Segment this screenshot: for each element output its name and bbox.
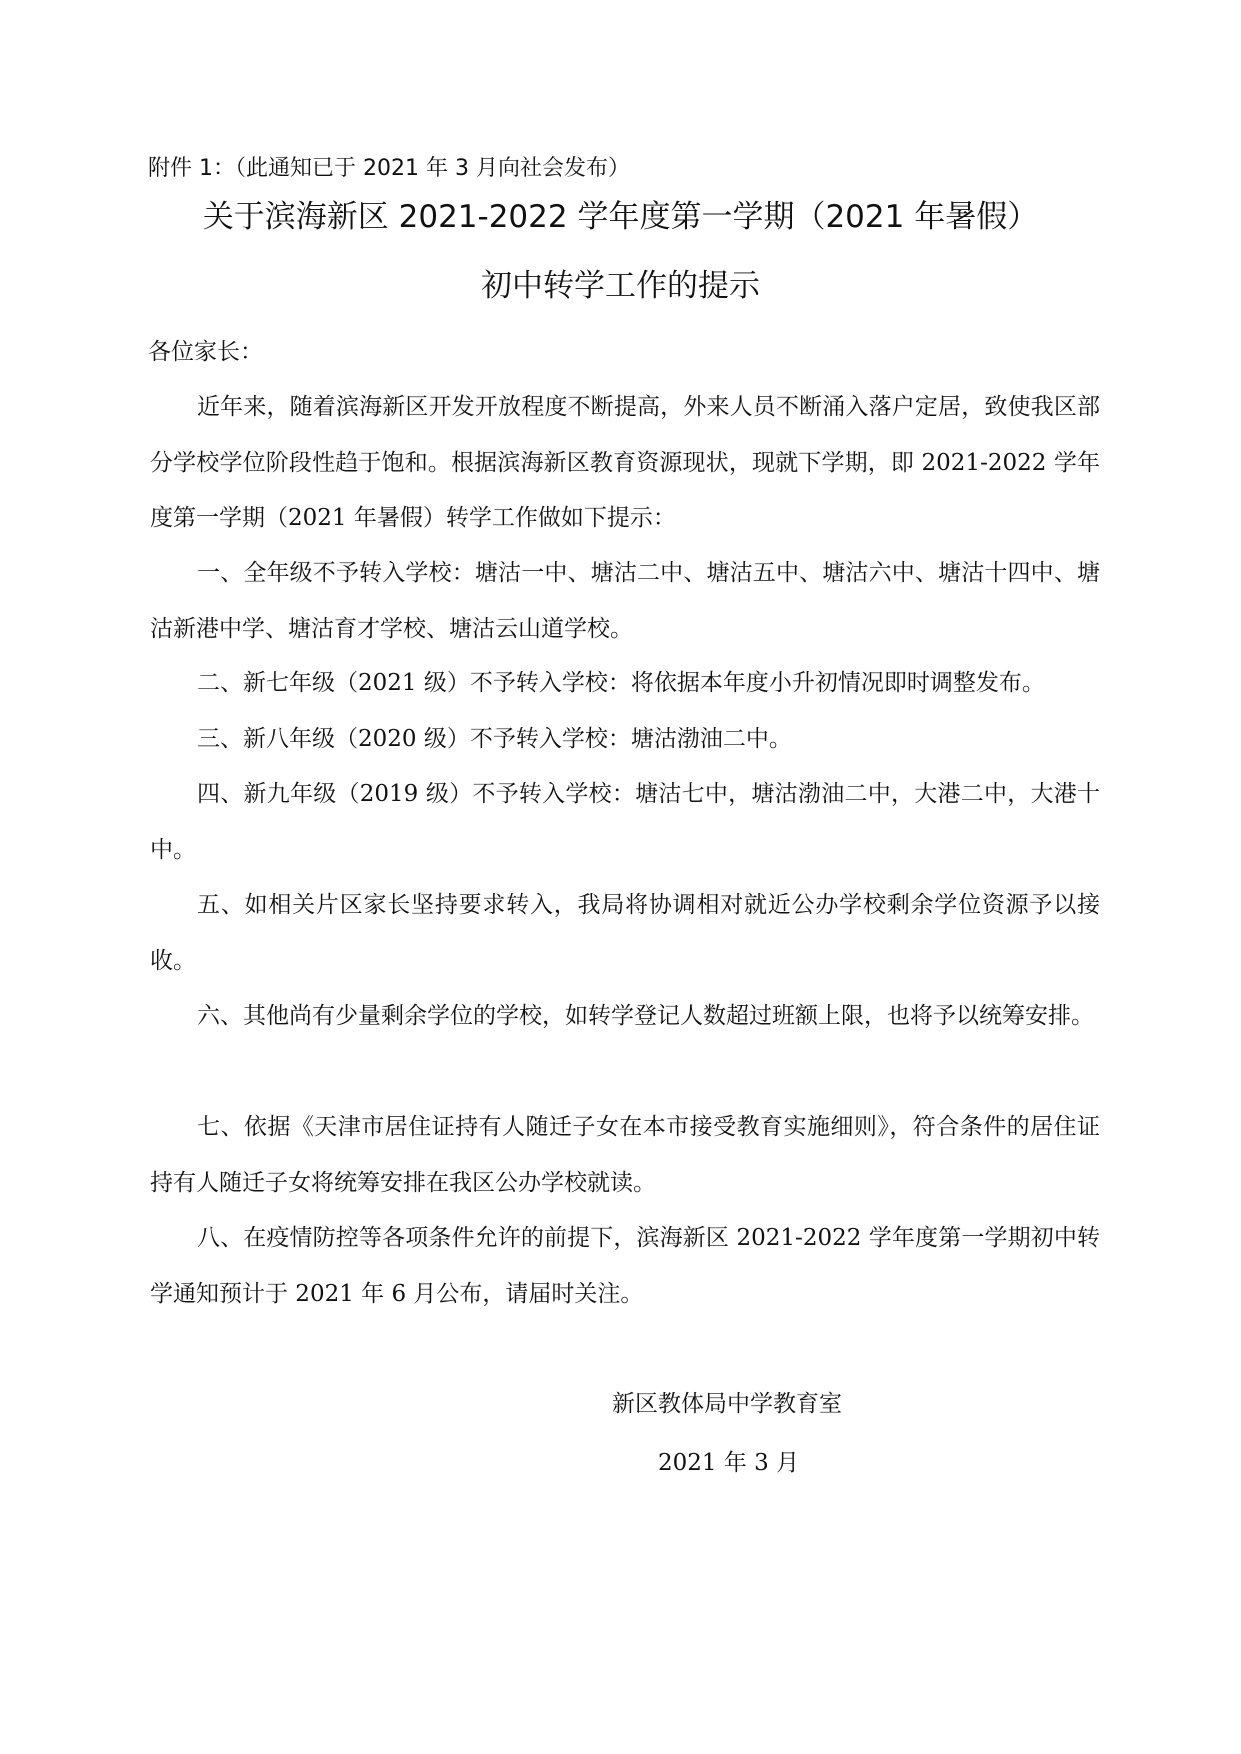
item-1-paragraph: 一、全年级不予转入学校：塘沽一中、塘沽二中、塘沽五中、塘沽六中、塘沽十四中、塘沽新港中学、塘沽育才学校、塘沽云山道学校。 bbox=[150, 560, 1100, 642]
document-title-line-2: 初中转学工作的提示 bbox=[481, 268, 760, 304]
item-3-paragraph: 三、新八年级（2020 级）不予转入学校：塘沽渤油二中。 bbox=[197, 726, 792, 752]
item-7-paragraph: 七、依据《天津市居住证持有人随迁子女在本市接受教育实施细则》，符合条件的居住证持有人随迁子女将统筹安排在我区公办学校就读。 bbox=[150, 1114, 1100, 1196]
intro-paragraph: 近年来，随着滨海新区开发开放程度不断提高，外来人员不断涌入落户定居，致使我区部分学校学位阶段性趋于饱和。根据滨海新区教育资源现状，现就下学期，即 2021-2022 学年度第一学期（2021 年暑假）转学工作做如下提示： bbox=[150, 394, 1100, 531]
item-6-paragraph: 六、其他尚有少量剩余学位的学校，如转学登记人数超过班额上限，也将予以统筹安排。 bbox=[197, 1003, 1094, 1029]
issuer-signature: 新区教体局中学教育室 bbox=[612, 1391, 842, 1417]
item-2-paragraph: 二、新七年级（2021 级）不予转入学校：将依据本年度小升初情况即时调整发布。 bbox=[197, 670, 1045, 696]
issue-date: 2021 年 3 月 bbox=[658, 1450, 800, 1476]
item-5-paragraph: 五、如相关片区家长坚持要求转入，我局将协调相对就近公办学校剩余学位资源予以接收。 bbox=[150, 892, 1100, 974]
attachment-note: 附件 1：（此通知已于 2021 年 3 月向社会发布） bbox=[148, 156, 630, 181]
document-title-line-1: 关于滨海新区 2021-2022 学年度第一学期（2021 年暑假） bbox=[202, 199, 1039, 235]
item-4-paragraph: 四、新九年级（2019 级）不予转入学校：塘沽七中，塘沽渤油二中，大港二中，大港十中。 bbox=[150, 781, 1100, 863]
item-8-paragraph: 八、在疫情防控等各项条件允许的前提下，滨海新区 2021-2022 学年度第一学期初中转学通知预计于 2021 年 6 月公布，请届时关注。 bbox=[150, 1225, 1100, 1307]
salutation: 各位家长： bbox=[148, 339, 263, 365]
